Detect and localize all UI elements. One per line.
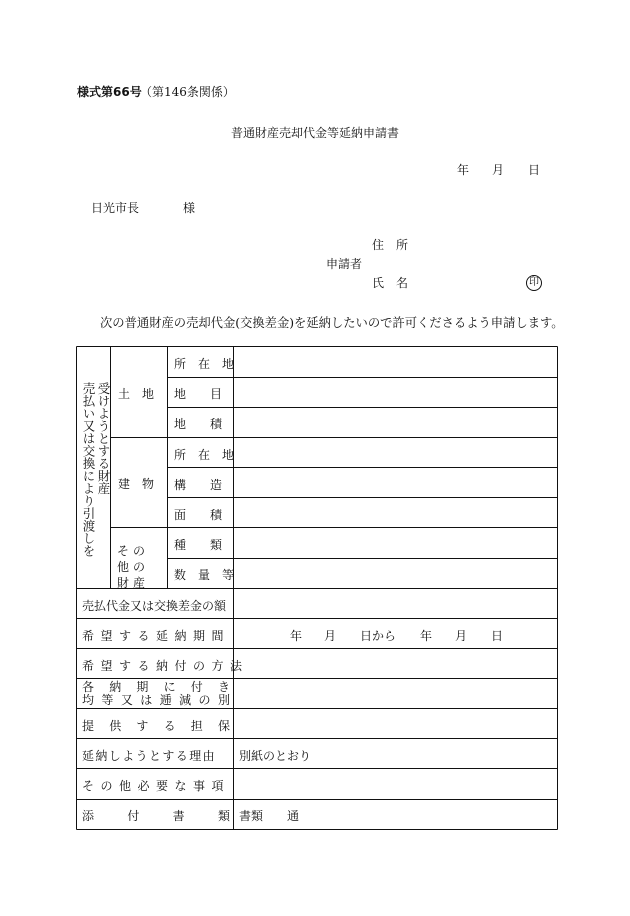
form-related-article: （第146条関係） — [140, 85, 235, 99]
building-area-label: 面 積 — [174, 508, 223, 522]
building-location-label: 所 在 地 — [174, 448, 235, 462]
payment-method-label: 希望する納付の方法 — [82, 659, 249, 673]
period-start-year: 年 — [290, 629, 303, 643]
attachments-label: 添付書類 — [82, 809, 230, 823]
category-other-property: その他の財産 — [117, 544, 150, 590]
installment-line1: 各納期に付き — [82, 680, 230, 694]
land-category-label: 地 目 — [174, 387, 223, 401]
seal-icon: 印 — [526, 275, 542, 291]
addressee-mayor: 日光市長 — [91, 201, 140, 215]
date-month: 月 — [492, 163, 505, 177]
attachments-value: 書類 通 — [239, 809, 300, 823]
reason-value: 別紙のとおり — [239, 749, 312, 763]
security-label: 提供する担保 — [82, 719, 230, 733]
period-end-month: 月 — [455, 629, 468, 643]
name-label: 氏 名 — [372, 276, 409, 290]
addressee-honorific: 様 — [183, 201, 196, 215]
property-header-line2: 売払い又は交換により引渡しを — [81, 382, 96, 557]
amount-label: 売払代金又は交換差金の額 — [82, 599, 227, 613]
form-title: 普通財産売却代金等延納申請書 — [231, 126, 400, 140]
applicant-label: 申請者 — [326, 257, 363, 271]
period-start-month: 月 — [324, 629, 337, 643]
installment-line2: 均等又は逓減の別 — [82, 693, 230, 707]
building-structure-label: 構 造 — [174, 478, 223, 492]
other-matters-label: その他必要な事項 — [82, 779, 231, 793]
request-statement: 次の普通財産の売却代金(交換差金)を延納したいので許可くださるよう申請します。 — [100, 316, 564, 330]
period-end-day: 日 — [491, 629, 504, 643]
other-type-label: 種 類 — [174, 538, 223, 552]
deferral-period-label: 希望する延納期間 — [82, 629, 231, 643]
land-location-label: 所 在 地 — [174, 357, 235, 371]
form-number: 様式第66号 — [77, 85, 142, 99]
period-start-day: 日から — [360, 629, 397, 643]
date-day: 日 — [528, 163, 541, 177]
category-land: 土 地 — [118, 387, 155, 401]
date-year: 年 — [457, 163, 470, 177]
property-header-line1: 受けようとする財産 — [96, 382, 111, 495]
period-end-year: 年 — [420, 629, 433, 643]
reason-label: 延納しようとする理由 — [82, 749, 217, 763]
category-building: 建 物 — [118, 477, 155, 491]
other-quantity-label: 数 量 等 — [174, 568, 235, 582]
address-label: 住 所 — [372, 238, 409, 252]
land-area-label: 地 積 — [174, 417, 223, 431]
